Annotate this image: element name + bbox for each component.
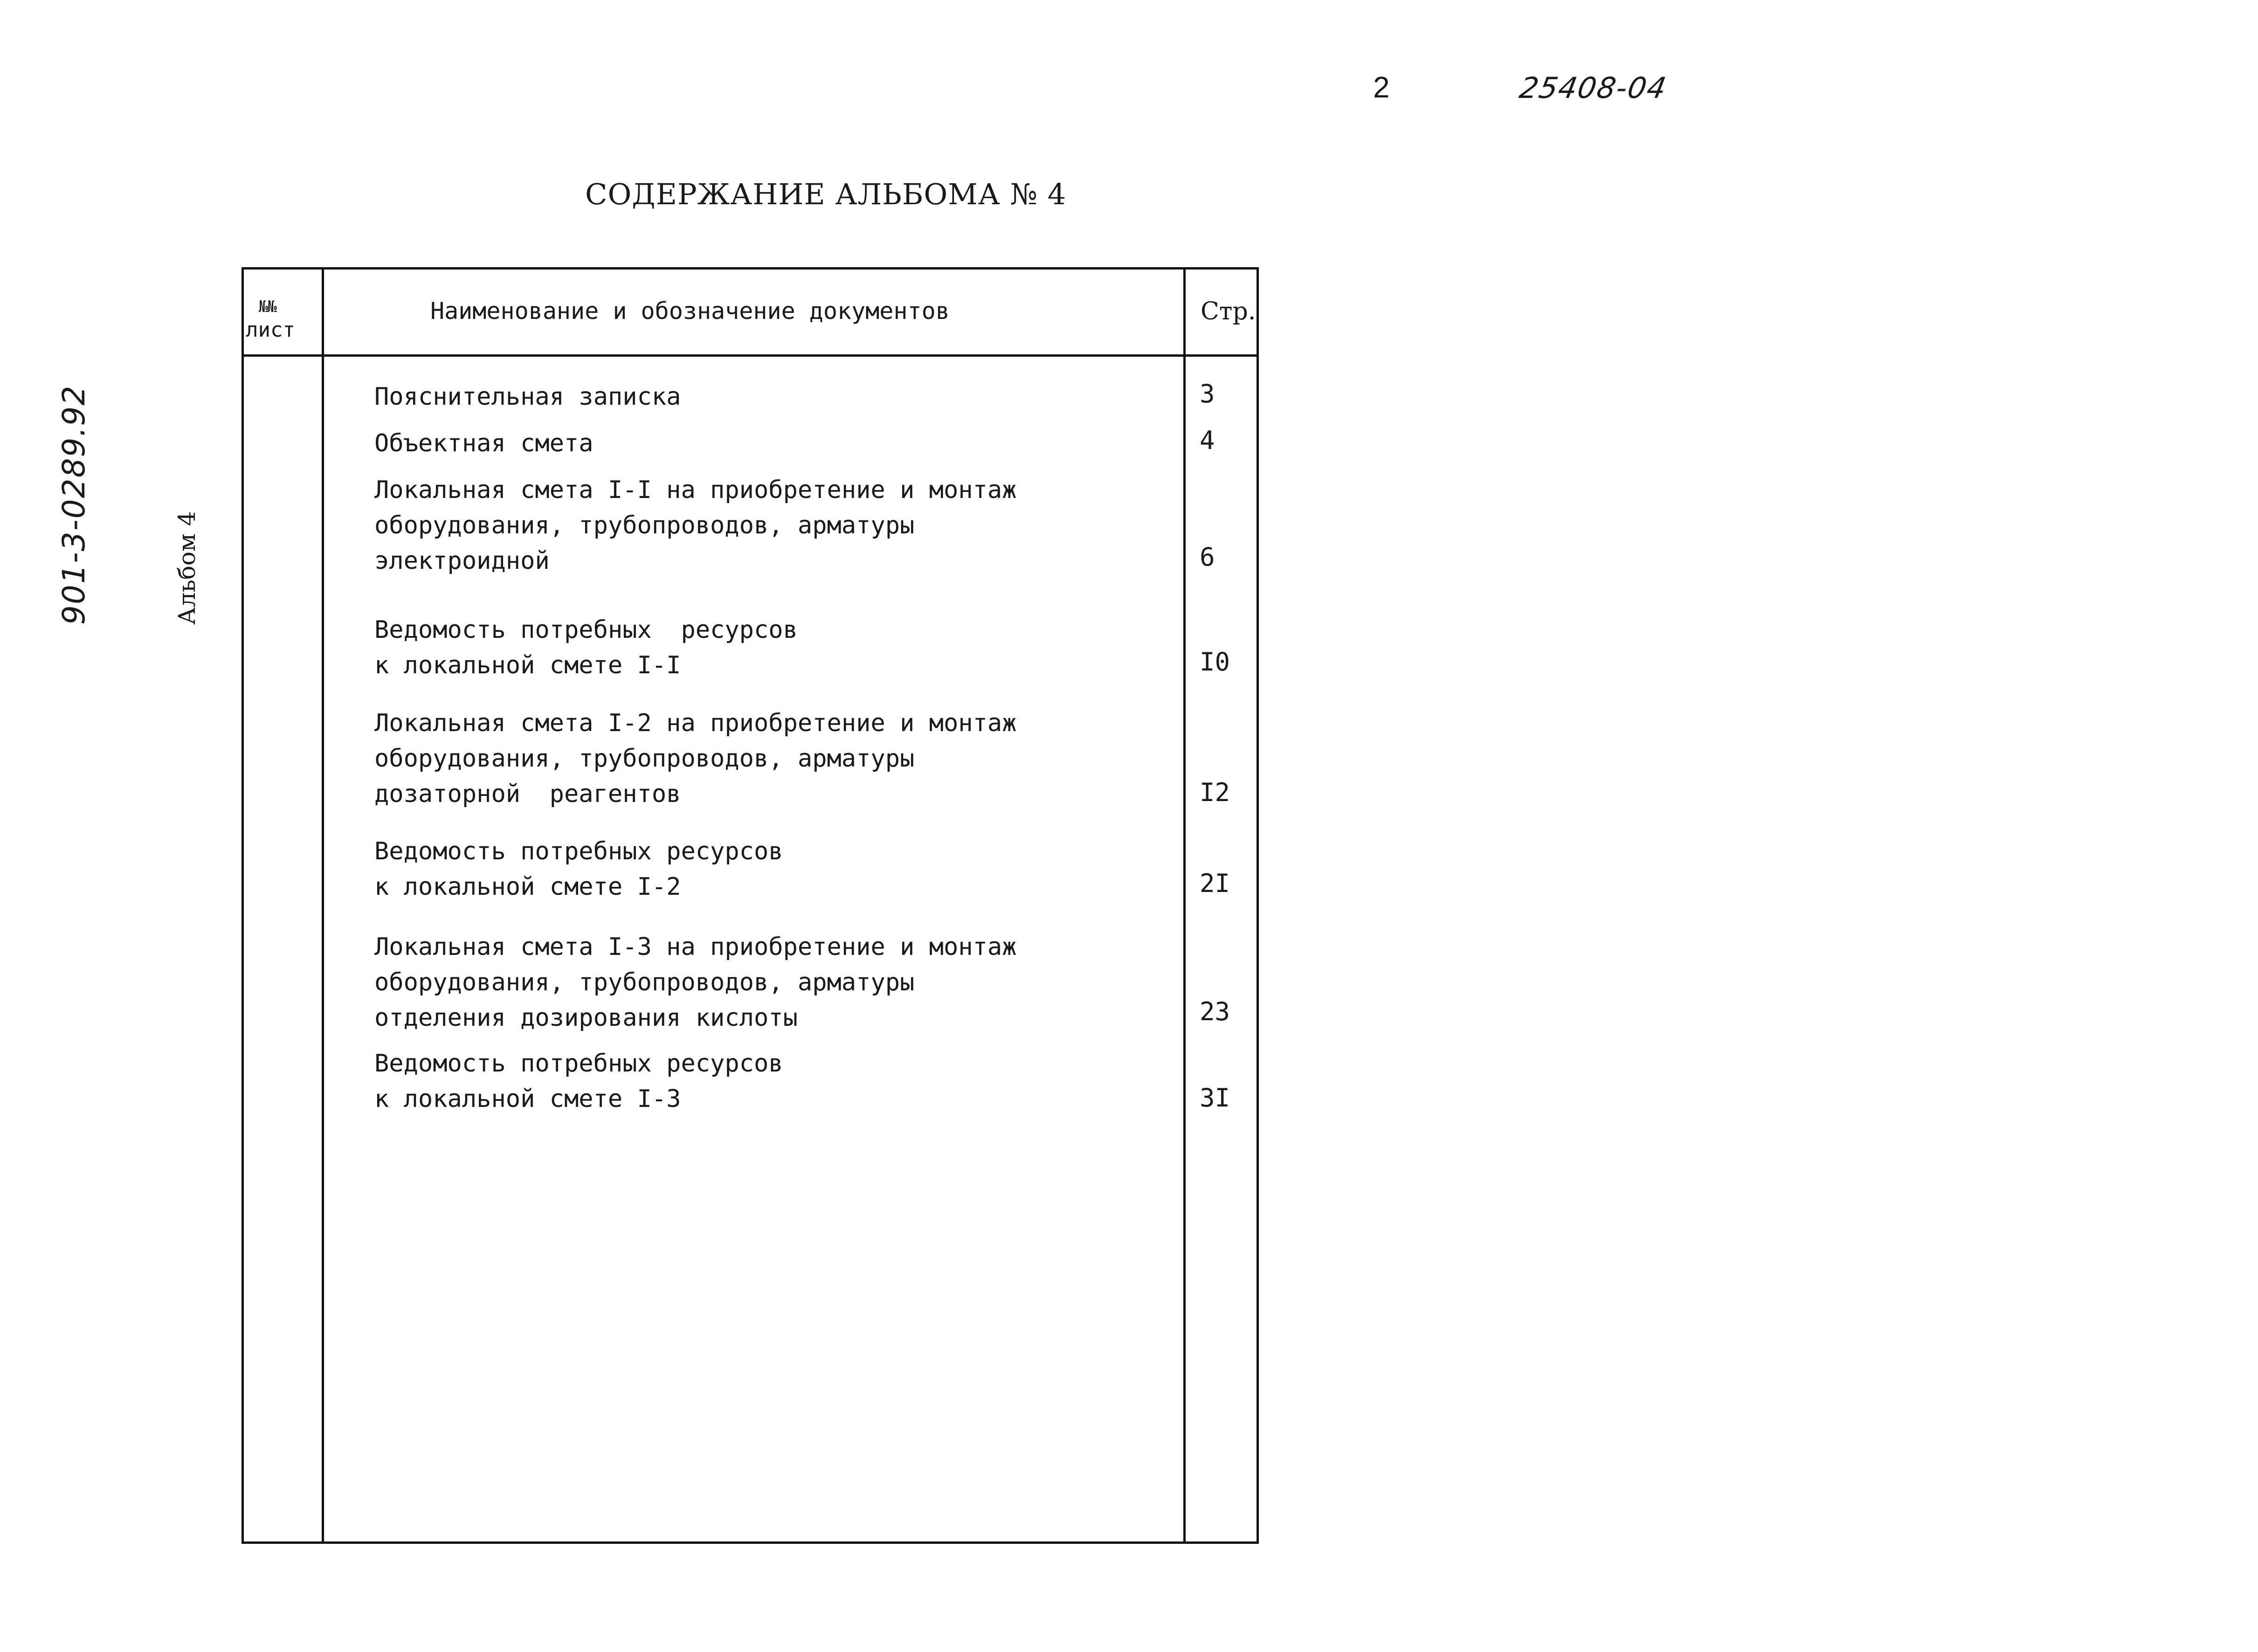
column-divider-1	[322, 270, 324, 1541]
row-page: 3I	[1200, 1083, 1230, 1113]
row-title: Локальная смета I-2 на приобретение и монтаж оборудования, трубопроводов, арматуры дозаторной реагентов	[374, 709, 1017, 808]
row-page: 3	[1200, 379, 1215, 408]
row-page: 4	[1200, 426, 1215, 455]
header-sheet-number-symbol: №№	[259, 297, 276, 316]
row-page: I0	[1200, 647, 1230, 677]
header-divider	[244, 354, 1257, 357]
column-divider-2	[1183, 270, 1186, 1541]
row-page: I2	[1200, 778, 1230, 807]
side-project-code: 901-3-0289.92	[56, 385, 92, 625]
header-sheet-number-label: лист	[246, 318, 295, 342]
row-title: Ведомость потребных ресурсов к локальной смете I-I	[374, 616, 798, 679]
row-title: Пояснительная записка	[374, 383, 681, 411]
row-page: 6	[1200, 542, 1215, 572]
header-page: Стр.	[1201, 297, 1256, 325]
contents-table	[242, 267, 1259, 1544]
row-page: 23	[1200, 997, 1230, 1026]
row-title: Локальная смета I-I на приобретение и монтаж оборудования, трубопроводов, арматуры электроидной	[374, 476, 1017, 575]
document-code: 25408-04	[1517, 71, 1670, 105]
row-page: 2I	[1200, 869, 1230, 898]
side-album-label: Альбом 4	[173, 511, 200, 625]
row-title: Объектная смета	[374, 429, 594, 457]
header-sheet-number	[244, 295, 326, 342]
page-title: СОДЕРЖАНИЕ АЛЬБОМА № 4	[585, 177, 1067, 211]
row-title: Ведомость потребных ресурсов к локальной смете I-3	[374, 1050, 783, 1113]
header-document-name: Наименование и обозначение документов	[430, 297, 950, 325]
row-title: Ведомость потребных ресурсов к локальной смете I-2	[374, 837, 783, 901]
page-number: 2	[1373, 70, 1390, 104]
row-title: Локальная смета I-3 на приобретение и монтаж оборудования, трубопроводов, арматуры отделения дозирования кислоты	[374, 933, 1017, 1032]
